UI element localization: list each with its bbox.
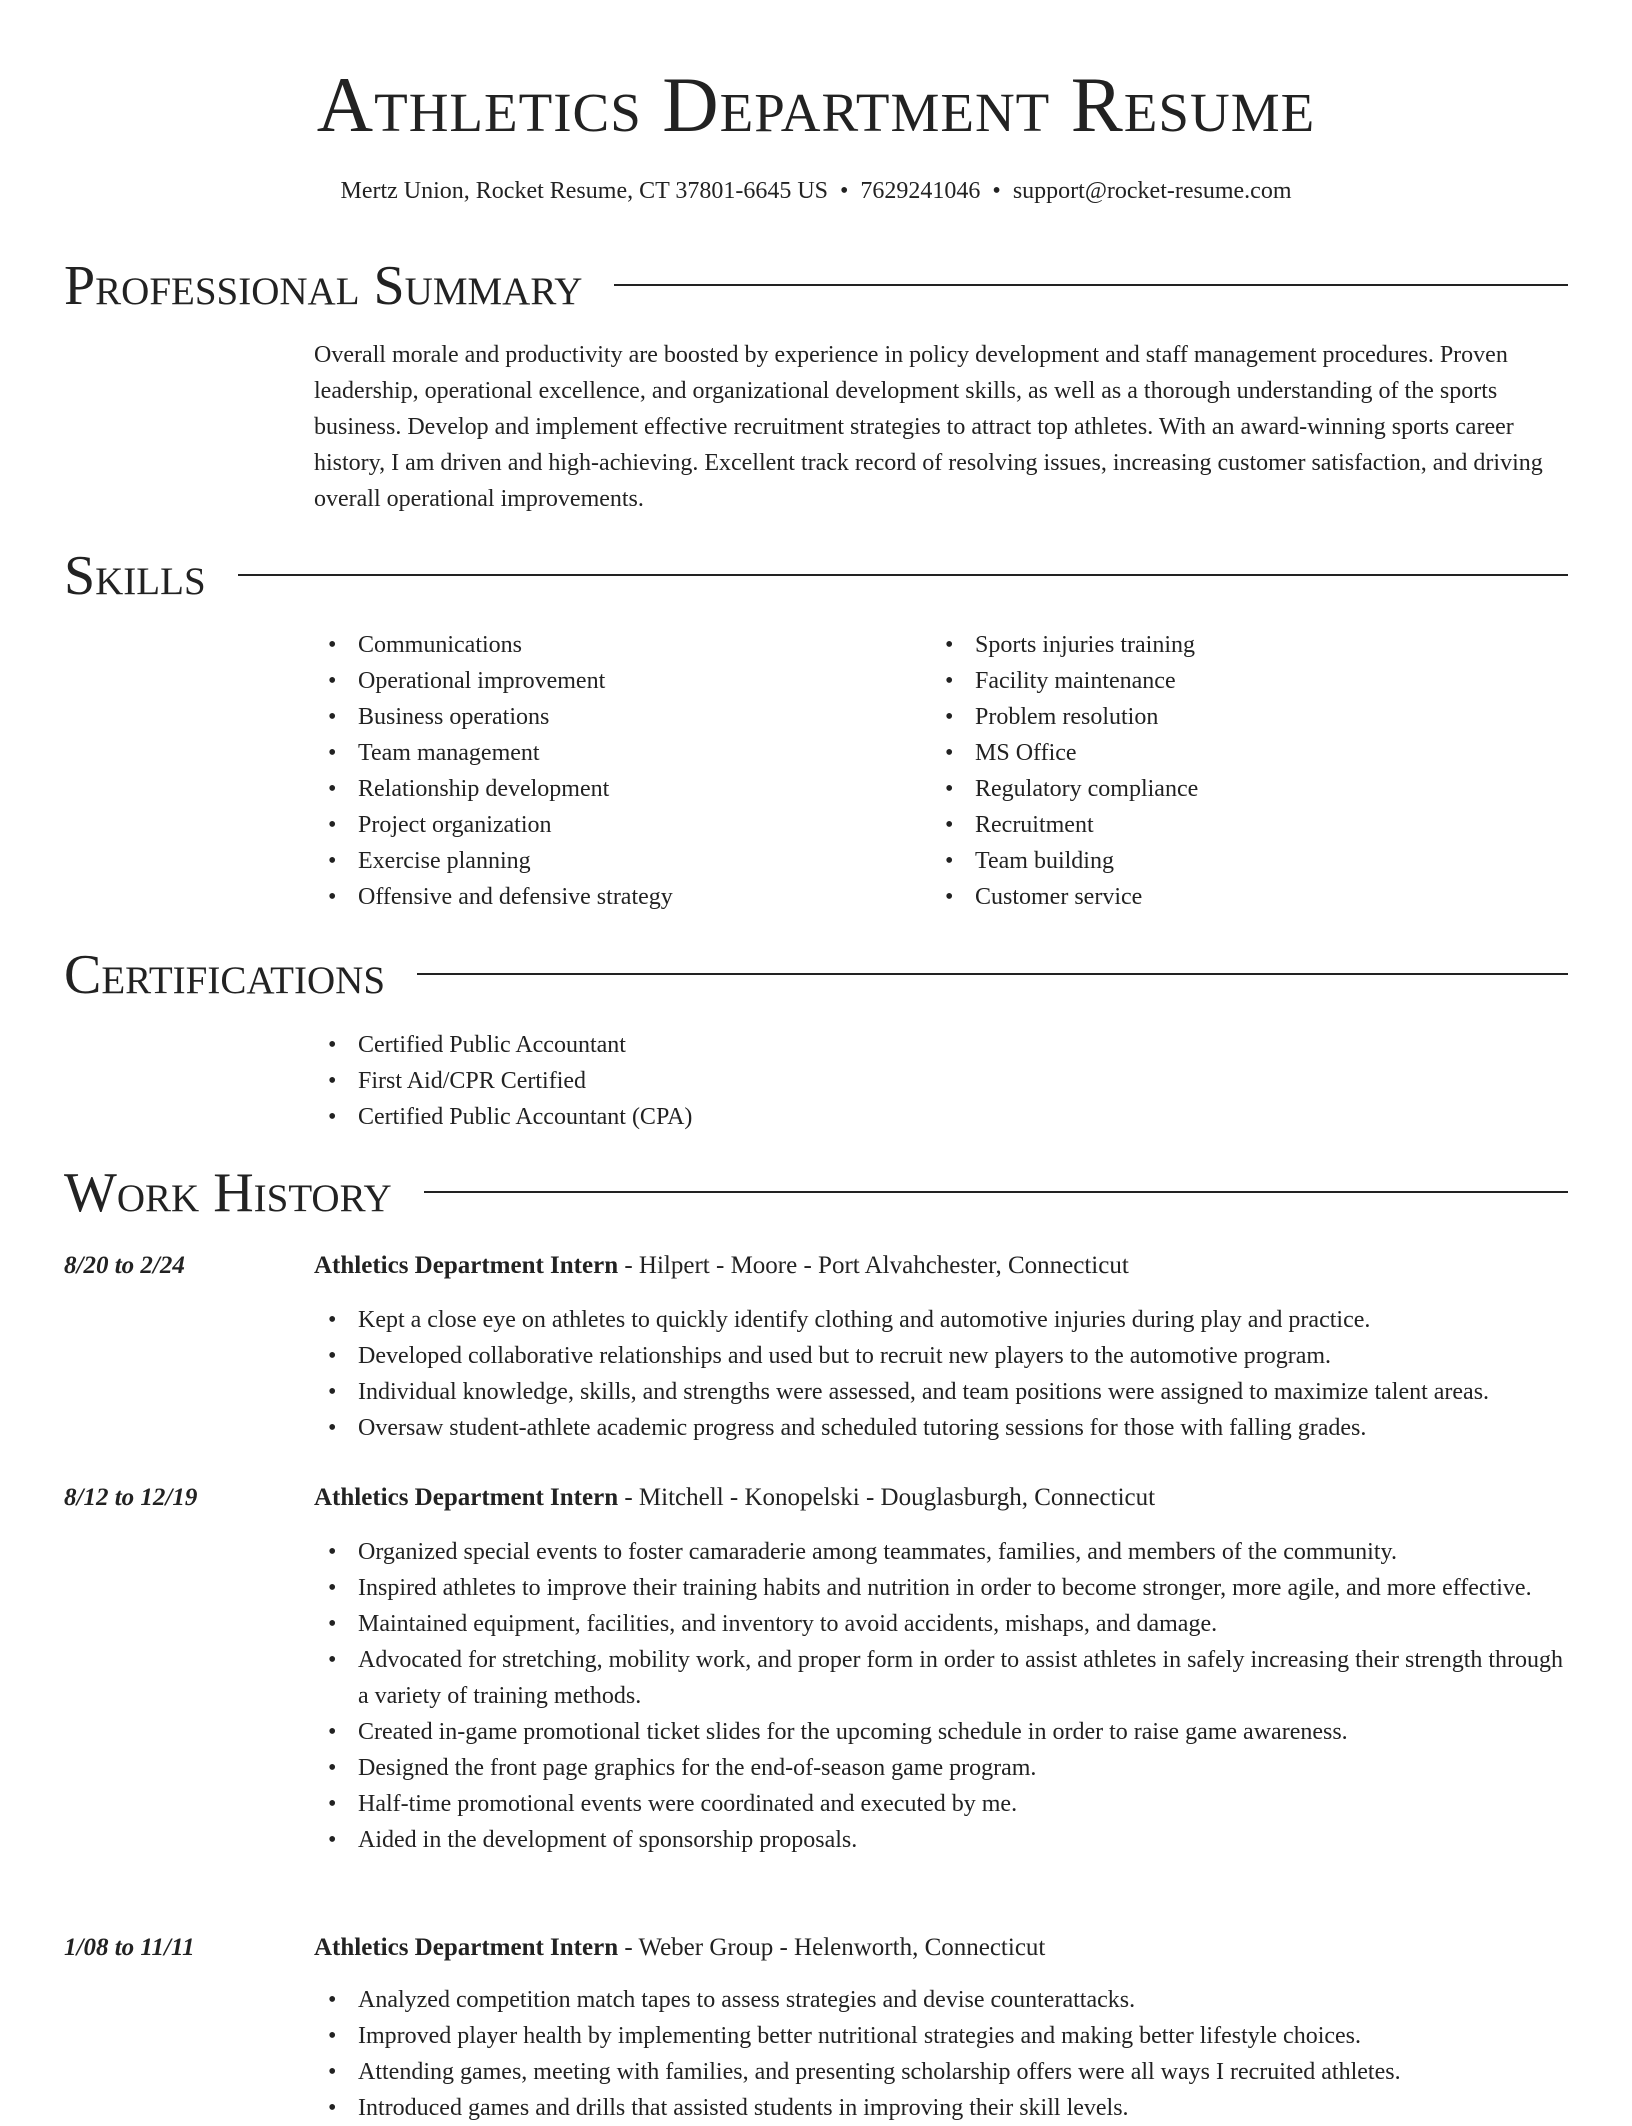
skill-item: • Project organization (314, 807, 914, 843)
job-title-line (314, 1248, 1129, 1284)
job-bullet: • Improved player health by implementing better nutritional strategies and making better lifestyle choices. (314, 2018, 1570, 2054)
section-divider (424, 1191, 1568, 1193)
summary-title: Professional Summary (64, 255, 583, 317)
skill-item: • Team management (314, 735, 914, 771)
section-divider (238, 574, 1568, 576)
skill-item: • Customer service (931, 879, 1531, 915)
certifications-title: Certifications (64, 944, 386, 1006)
job-bullet: • Kept a close eye on athletes to quickly identify clothing and automotive injuries during play and practice. (314, 1302, 1570, 1338)
job-bullet: • Attending games, meeting with families, and presenting scholarship offers were all ways I recruited athletes. (314, 2054, 1570, 2090)
skill-item: • Relationship development (314, 771, 914, 807)
skill-item: • Problem resolution (931, 699, 1531, 735)
skills-section-header (64, 544, 1568, 608)
certifications-list (314, 1027, 1570, 1135)
skills-list-left (314, 627, 914, 915)
job-bullet: • Oversaw student-athlete academic progress and scheduled tutoring sessions for those with falling grades. (314, 1410, 1570, 1446)
certifications-section-header (64, 943, 1568, 1007)
certification-item: • Certified Public Accountant (314, 1027, 1570, 1063)
contact-separator: • (992, 178, 1001, 204)
job-employer: - Weber Group - Helenworth, Connecticut (618, 1934, 1046, 1961)
contact-separator: • (840, 178, 849, 204)
skill-item: • MS Office (931, 735, 1531, 771)
job-bullet: • Half-time promotional events were coordinated and executed by me. (314, 1786, 1570, 1822)
contact-email: support@rocket-resume.com (1012, 178, 1292, 204)
work-title: Work History (64, 1162, 392, 1224)
skill-item: • Team building (931, 843, 1531, 879)
job-bullet: • Inspired athletes to improve their training habits and nutrition in order to become stronger, more agile, and more effective. (314, 1570, 1570, 1606)
skills-list-right (931, 627, 1531, 915)
summary-text: Overall morale and productivity are boosted by experience in policy development and staff management procedures. Proven leadership, operational excellence, and organizational development skills, as well as a thorough understanding of the sports business. Develop and implement effective recruitment strategies to attract top athletes. With an award-winning sports career history, I am driven and high-achieving. Excellent track record of resolving issues, increasing customer satisfaction, and driving overall operational improvements. (314, 342, 1543, 512)
summary-section-header (64, 254, 1568, 318)
job-dates: 8/12 to 12/19 (64, 1484, 198, 1511)
job-bullet: • Individual knowledge, skills, and strengths were assessed, and team positions were assigned to maximize talent areas. (314, 1374, 1570, 1410)
job-bullet: • Analyzed competition match tapes to assess strategies and devise counterattacks. (314, 1982, 1570, 2018)
job-employer: - Mitchell - Konopelski - Douglasburgh, Connecticut (618, 1484, 1156, 1511)
skill-item: • Business operations (314, 699, 914, 735)
job-title: Athletics Department Intern (314, 1484, 619, 1511)
job-title: Athletics Department Intern (314, 1934, 619, 1961)
certification-item: • Certified Public Accountant (CPA) (314, 1099, 1570, 1135)
job-bullet: • Created in-game promotional ticket slides for the upcoming schedule in order to raise game awareness. (314, 1714, 1570, 1750)
job-dates: 1/08 to 11/11 (64, 1934, 195, 1961)
job-bullet: • Developed collaborative relationships and used but to recruit new players to the automotive program. (314, 1338, 1570, 1374)
skill-item: • Operational improvement (314, 663, 914, 699)
job-employer: - Hilpert - Moore - Port Alvahchester, Connecticut (618, 1252, 1129, 1279)
job-bullet: • Organized special events to foster camaraderie among teammates, families, and members of the community. (314, 1534, 1570, 1570)
job-title-line (314, 1480, 1155, 1516)
certification-item: • First Aid/CPR Certified (314, 1063, 1570, 1099)
job-bullets (314, 1982, 1570, 2126)
skill-item: • Facility maintenance (931, 663, 1531, 699)
job-title-line (314, 1930, 1045, 1966)
contact-line (0, 174, 1632, 208)
job-bullet: • Maintained equipment, facilities, and inventory to avoid accidents, mishaps, and damage. (314, 1606, 1570, 1642)
job-bullets (314, 1534, 1570, 1858)
contact-phone: 7629241046 (860, 178, 981, 204)
section-divider (614, 284, 1568, 286)
skill-item: • Regulatory compliance (931, 771, 1531, 807)
job-bullet: • Designed the front page graphics for the end-of-season game program. (314, 1750, 1570, 1786)
job-title: Athletics Department Intern (314, 1252, 619, 1279)
contact-address: Mertz Union, Rocket Resume, CT 37801-6645 US (340, 178, 828, 204)
job-bullet: • Introduced games and drills that assisted students in improving their skill levels. (314, 2090, 1570, 2126)
section-divider (417, 973, 1568, 975)
skills-title: Skills (64, 545, 206, 607)
job-dates: 8/20 to 2/24 (64, 1252, 185, 1279)
job-bullets (314, 1302, 1570, 1446)
work-section-header (64, 1161, 1568, 1225)
skill-item: • Exercise planning (314, 843, 914, 879)
job-bullet: • Aided in the development of sponsorship proposals. (314, 1822, 1570, 1858)
skill-item: • Sports injuries training (931, 627, 1531, 663)
skill-item: • Offensive and defensive strategy (314, 879, 914, 915)
skill-item: • Recruitment (931, 807, 1531, 843)
resume-name: Athletics Department Resume (316, 61, 1316, 148)
job-bullet: • Advocated for stretching, mobility work, and proper form in order to assist athletes in safely increasing their strength through a variety of training methods. (314, 1642, 1570, 1714)
skill-item: • Communications (314, 627, 914, 663)
